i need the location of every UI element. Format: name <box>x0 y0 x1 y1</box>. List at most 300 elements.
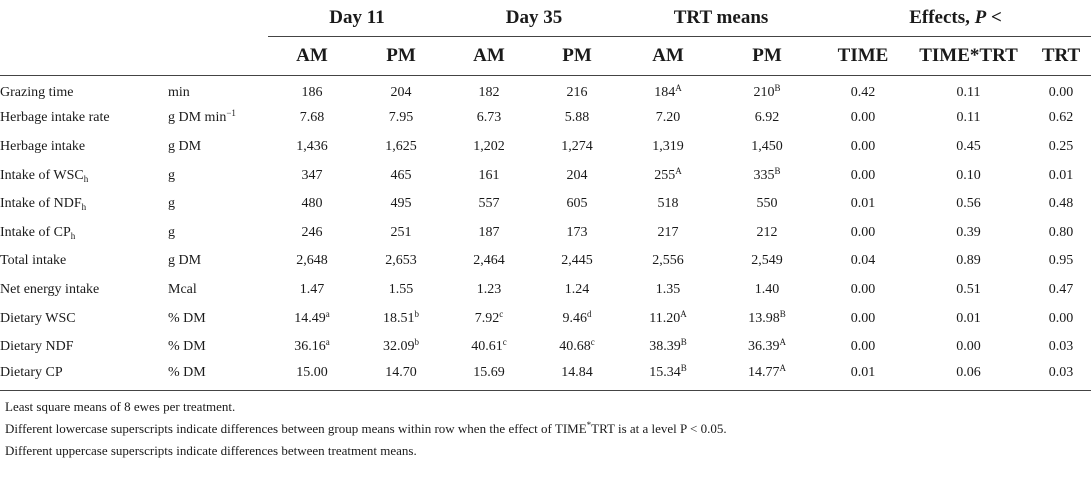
table-row <box>0 76 1091 105</box>
table-cell <box>532 333 622 362</box>
cell-value: 1.35 <box>655 281 681 297</box>
table-cell <box>622 76 714 105</box>
table-cell <box>268 161 356 190</box>
table-cell <box>268 304 356 333</box>
table-cell <box>356 161 446 190</box>
table-cell <box>268 333 356 362</box>
table-cell <box>820 361 906 390</box>
cell-superscript: a <box>325 337 330 348</box>
table-cell <box>446 104 532 133</box>
row-unit-text: g DM <box>168 253 202 269</box>
table-cell <box>714 276 820 305</box>
header-row-sub <box>0 37 1091 76</box>
table-cell <box>356 333 446 362</box>
subheader-day35-pm: PM <box>532 37 622 76</box>
table-cell <box>906 247 1031 276</box>
table-cell <box>356 133 446 162</box>
row-label-text: Herbage intake rate <box>0 110 110 126</box>
row-label-text: Dietary WSC <box>0 310 76 326</box>
cell-value: 0.00 <box>850 110 876 126</box>
cell-value: 0.01 <box>850 365 876 381</box>
row-label <box>0 333 168 362</box>
table-cell <box>1031 133 1091 162</box>
cell-superscript: B <box>680 363 687 374</box>
cell-superscript: c <box>590 337 595 348</box>
header-effects-prefix: Effects, <box>909 7 975 28</box>
table-cell <box>906 76 1031 105</box>
cell-value: 1.23 <box>476 281 502 297</box>
cell-superscript: B <box>774 83 781 94</box>
cell-value: 0.51 <box>956 281 981 297</box>
cell-superscript: b <box>414 337 419 348</box>
table-body <box>0 76 1091 391</box>
footnote-2-part-b: TRT is at a level P < 0.05. <box>591 421 727 436</box>
table-footnotes <box>5 396 727 462</box>
table-cell <box>714 161 820 190</box>
table-cell <box>532 161 622 190</box>
row-unit <box>168 76 268 105</box>
table-cell <box>714 304 820 333</box>
cell-value: 246 <box>301 224 323 240</box>
cell-value: 210 <box>753 85 775 101</box>
row-label <box>0 247 168 276</box>
table-cell <box>446 161 532 190</box>
table-cell <box>820 76 906 105</box>
cell-value: 14.77 <box>748 365 780 381</box>
cell-value: 212 <box>756 224 778 240</box>
header-day11: Day 11 <box>268 0 446 37</box>
cell-value: 7.92 <box>474 310 500 326</box>
cell-value: 251 <box>390 224 412 240</box>
cell-value: 518 <box>657 196 679 212</box>
cell-value: 2,445 <box>561 253 593 269</box>
cell-value: 2,648 <box>296 253 328 269</box>
cell-value: 2,549 <box>751 253 783 269</box>
cell-value: 15.34 <box>649 365 681 381</box>
table-cell <box>622 276 714 305</box>
table-cell <box>714 104 820 133</box>
cell-superscript: a <box>325 308 330 319</box>
table-row <box>0 361 1091 390</box>
cell-value: 18.51 <box>383 310 415 326</box>
table-row <box>0 190 1091 219</box>
row-unit-text: min <box>168 85 190 101</box>
cell-value: 465 <box>390 167 412 183</box>
cell-value: 480 <box>301 196 323 212</box>
subheader-blank-unit <box>168 37 268 76</box>
row-label <box>0 133 168 162</box>
cell-value: 335 <box>753 167 775 183</box>
row-unit-text: g DM <box>168 138 202 154</box>
cell-value: 1.24 <box>564 281 590 297</box>
cell-value: 557 <box>478 196 500 212</box>
row-unit-text: Mcal <box>168 281 197 297</box>
cell-superscript: A <box>680 308 687 319</box>
cell-value: 216 <box>566 85 588 101</box>
table-cell <box>268 76 356 105</box>
header-row-groups <box>0 0 1091 37</box>
cell-value: 0.04 <box>850 253 876 269</box>
cell-value: 0.47 <box>1048 281 1074 297</box>
cell-value: 2,653 <box>385 253 417 269</box>
table-cell <box>446 133 532 162</box>
subheader-trt: TRT <box>1031 37 1091 76</box>
cell-value: 0.00 <box>850 281 876 297</box>
cell-value: 1.47 <box>299 281 325 297</box>
row-label <box>0 361 168 390</box>
table-row <box>0 247 1091 276</box>
cell-value: 0.10 <box>956 167 981 183</box>
cell-value: 0.45 <box>956 138 981 154</box>
table-cell <box>268 190 356 219</box>
table-cell <box>532 133 622 162</box>
table-row <box>0 104 1091 133</box>
row-unit <box>168 276 268 305</box>
table-row <box>0 133 1091 162</box>
table-cell <box>446 218 532 247</box>
cell-value: 0.62 <box>1048 110 1074 126</box>
header-effects <box>820 0 1091 37</box>
cell-value: 6.92 <box>754 110 780 126</box>
cell-value: 186 <box>301 85 323 101</box>
cell-value: 32.09 <box>383 339 415 355</box>
cell-value: 0.11 <box>956 110 981 126</box>
cell-value: 0.00 <box>850 138 876 154</box>
table-cell <box>820 104 906 133</box>
table-cell <box>622 104 714 133</box>
cell-value: 0.00 <box>850 339 876 355</box>
table-cell <box>1031 361 1091 390</box>
cell-value: 217 <box>657 224 679 240</box>
cell-value: 36.16 <box>294 339 326 355</box>
cell-superscript: A <box>675 83 682 94</box>
cell-value: 5.88 <box>564 110 590 126</box>
table-cell <box>446 76 532 105</box>
row-unit-text: g <box>168 167 175 183</box>
cell-value: 7.20 <box>655 110 681 126</box>
subheader-trt-am: AM <box>622 37 714 76</box>
table-cell <box>268 104 356 133</box>
cell-value: 2,556 <box>652 253 684 269</box>
cell-value: 161 <box>478 167 500 183</box>
table-cell <box>1031 276 1091 305</box>
cell-value: 0.03 <box>1048 365 1074 381</box>
table-cell <box>268 276 356 305</box>
cell-superscript: b <box>414 308 419 319</box>
cell-value: 0.89 <box>956 253 981 269</box>
table-cell <box>714 133 820 162</box>
table-cell <box>820 190 906 219</box>
cell-value: 1,202 <box>473 138 505 154</box>
table-cell <box>906 361 1031 390</box>
table-cell <box>356 276 446 305</box>
subheader-day35-am: AM <box>446 37 532 76</box>
table-cell <box>622 190 714 219</box>
cell-value: 0.01 <box>1048 167 1074 183</box>
cell-superscript: B <box>774 165 781 176</box>
table-cell <box>356 76 446 105</box>
table-row <box>0 161 1091 190</box>
row-unit-text: g DM min <box>168 110 227 126</box>
table-cell <box>1031 161 1091 190</box>
row-unit <box>168 247 268 276</box>
cell-value: 1,625 <box>385 138 417 154</box>
row-unit-text: g <box>168 224 175 240</box>
row-label-text: Dietary CP <box>0 365 63 381</box>
table-cell <box>532 276 622 305</box>
table-cell <box>906 333 1031 362</box>
cell-value: 14.70 <box>385 365 417 381</box>
footnote-3: Different uppercase superscripts indicate differences between treatment means. <box>5 443 417 458</box>
table-cell <box>714 76 820 105</box>
cell-value: 187 <box>478 224 500 240</box>
table-cell <box>714 333 820 362</box>
row-unit <box>168 218 268 247</box>
header-effects-p: P <box>974 7 987 28</box>
cell-value: 6.73 <box>476 110 502 126</box>
cell-value: 0.80 <box>1048 224 1074 240</box>
header-trt-means: TRT means <box>622 0 820 37</box>
cell-superscript: A <box>779 337 787 348</box>
cell-superscript: A <box>675 165 682 176</box>
footnote-2-part-a: Different lowercase superscripts indicate differences between group means within row when the effect of TIME <box>5 421 587 436</box>
cell-value: 0.00 <box>1048 85 1074 101</box>
table-cell <box>356 361 446 390</box>
row-unit <box>168 333 268 362</box>
table-cell <box>714 247 820 276</box>
footnote-2-sup: * <box>586 420 592 430</box>
cell-value: 0.00 <box>850 310 876 326</box>
row-label <box>0 161 168 190</box>
cell-value: 2,464 <box>473 253 505 269</box>
row-unit-text: % DM <box>168 365 206 381</box>
cell-value: 0.03 <box>1048 339 1074 355</box>
row-label <box>0 190 168 219</box>
subheader-day11-pm: PM <box>356 37 446 76</box>
table-cell <box>356 104 446 133</box>
table-cell <box>532 76 622 105</box>
cell-value: 0.56 <box>956 196 981 212</box>
table-cell <box>622 247 714 276</box>
row-label-text: Intake of CP <box>0 224 71 240</box>
table-cell <box>622 333 714 362</box>
row-unit <box>168 104 268 133</box>
row-unit-text: g <box>168 196 175 212</box>
table-cell <box>532 190 622 219</box>
row-label-text: Intake of WSC <box>0 167 84 183</box>
table-cell <box>906 190 1031 219</box>
table-cell <box>532 104 622 133</box>
row-unit <box>168 161 268 190</box>
row-label-text: Intake of NDF <box>0 196 82 212</box>
cell-value: 0.01 <box>956 310 981 326</box>
header-blank-unit <box>168 0 268 37</box>
cell-value: 40.61 <box>471 339 503 355</box>
cell-value: 255 <box>654 167 676 183</box>
table-cell <box>622 304 714 333</box>
header-effects-suffix: < <box>986 7 1002 28</box>
footnote-2 <box>5 418 727 440</box>
row-label-subscript: h <box>81 202 87 213</box>
cell-superscript: c <box>499 308 504 319</box>
cell-value: 0.00 <box>850 167 876 183</box>
table-cell <box>356 247 446 276</box>
cell-superscript: B <box>779 308 786 319</box>
table-row <box>0 218 1091 247</box>
table-cell <box>714 361 820 390</box>
table-cell <box>1031 190 1091 219</box>
row-label <box>0 218 168 247</box>
cell-value: 1,450 <box>751 138 783 154</box>
row-unit-superscript: −1 <box>226 108 236 119</box>
subheader-blank-label <box>0 37 168 76</box>
cell-value: 36.39 <box>748 339 780 355</box>
table-cell <box>906 304 1031 333</box>
table-cell <box>1031 304 1091 333</box>
row-unit <box>168 190 268 219</box>
cell-value: 0.01 <box>850 196 876 212</box>
table-cell <box>268 361 356 390</box>
cell-value: 1.40 <box>754 281 780 297</box>
table-cell <box>446 361 532 390</box>
cell-value: 0.42 <box>850 85 876 101</box>
cell-value: 347 <box>301 167 323 183</box>
cell-value: 9.46 <box>562 310 587 326</box>
row-label <box>0 104 168 133</box>
cell-value: 0.25 <box>1048 138 1074 154</box>
cell-value: 40.68 <box>559 339 591 355</box>
table-cell <box>906 161 1031 190</box>
cell-value: 0.39 <box>956 224 981 240</box>
table-cell <box>1031 76 1091 105</box>
cell-value: 7.68 <box>299 110 325 126</box>
header-blank-label <box>0 0 168 37</box>
table-cell <box>446 190 532 219</box>
header-day35: Day 35 <box>446 0 622 37</box>
cell-value: 14.84 <box>561 365 593 381</box>
row-label <box>0 276 168 305</box>
row-unit-text: % DM <box>168 339 206 355</box>
row-unit <box>168 304 268 333</box>
table-cell <box>714 190 820 219</box>
table-cell <box>356 304 446 333</box>
cell-value: 1.55 <box>388 281 414 297</box>
subheader-time-trt: TIME*TRT <box>906 37 1031 76</box>
table-cell <box>268 133 356 162</box>
cell-value: 11.20 <box>649 310 681 326</box>
table-cell <box>1031 333 1091 362</box>
row-unit <box>168 361 268 390</box>
cell-value: 550 <box>756 196 778 212</box>
cell-value: 1,436 <box>296 138 328 154</box>
cell-value: 173 <box>566 224 588 240</box>
table-cell <box>820 247 906 276</box>
table-cell <box>906 133 1031 162</box>
row-unit <box>168 133 268 162</box>
table-cell <box>1031 104 1091 133</box>
cell-value: 1,274 <box>561 138 593 154</box>
table-row <box>0 276 1091 305</box>
table-cell <box>268 218 356 247</box>
table-cell <box>446 333 532 362</box>
table-cell <box>446 247 532 276</box>
row-label <box>0 76 168 105</box>
cell-value: 204 <box>566 167 588 183</box>
cell-value: 184 <box>654 85 676 101</box>
table-cell <box>820 133 906 162</box>
cell-value: 1,319 <box>652 138 684 154</box>
cell-value: 0.06 <box>956 365 981 381</box>
table-cell <box>622 161 714 190</box>
table-cell <box>532 304 622 333</box>
row-label-text: Dietary NDF <box>0 339 74 355</box>
table-cell <box>356 218 446 247</box>
subheader-time: TIME <box>820 37 906 76</box>
cell-superscript: B <box>680 337 687 348</box>
cell-value: 0.95 <box>1048 253 1074 269</box>
table-row <box>0 304 1091 333</box>
table-cell <box>820 218 906 247</box>
table-cell <box>714 218 820 247</box>
cell-value: 0.00 <box>956 339 981 355</box>
subheader-day11-am: AM <box>268 37 356 76</box>
table-cell <box>820 333 906 362</box>
row-label-text: Net energy intake <box>0 281 100 297</box>
subheader-trt-pm: PM <box>714 37 820 76</box>
table-cell <box>1031 218 1091 247</box>
row-label <box>0 304 168 333</box>
table-cell <box>820 276 906 305</box>
table-cell <box>622 133 714 162</box>
table-cell <box>268 247 356 276</box>
cell-value: 204 <box>390 85 412 101</box>
cell-value: 15.00 <box>296 365 328 381</box>
table-cell <box>1031 247 1091 276</box>
cell-superscript: c <box>502 337 507 348</box>
cell-value: 0.48 <box>1048 196 1074 212</box>
row-label-text: Total intake <box>0 253 67 269</box>
cell-superscript: d <box>587 308 592 319</box>
cell-value: 182 <box>478 85 500 101</box>
cell-value: 13.98 <box>748 310 780 326</box>
cell-value: 7.95 <box>388 110 414 126</box>
table-cell <box>820 304 906 333</box>
cell-value: 495 <box>390 196 412 212</box>
table-row <box>0 333 1091 362</box>
cell-superscript: A <box>779 363 787 374</box>
table-cell <box>446 276 532 305</box>
cell-value: 0.00 <box>1048 310 1074 326</box>
table-cell <box>820 161 906 190</box>
cell-value: 0.00 <box>850 224 876 240</box>
table-cell <box>622 361 714 390</box>
row-label-subscript: h <box>83 173 89 184</box>
cell-value: 15.69 <box>473 365 505 381</box>
row-label-subscript: h <box>70 230 76 241</box>
cell-value: 0.11 <box>956 85 981 101</box>
footnote-1: Least square means of 8 ewes per treatment. <box>5 399 236 414</box>
table-cell <box>622 218 714 247</box>
table-cell <box>906 104 1031 133</box>
table-cell <box>532 361 622 390</box>
row-unit-text: % DM <box>168 310 206 326</box>
cell-value: 38.39 <box>649 339 681 355</box>
table-cell <box>446 304 532 333</box>
table-cell <box>532 218 622 247</box>
row-label-text: Grazing time <box>0 85 74 101</box>
table-cell <box>356 190 446 219</box>
table-cell <box>906 276 1031 305</box>
